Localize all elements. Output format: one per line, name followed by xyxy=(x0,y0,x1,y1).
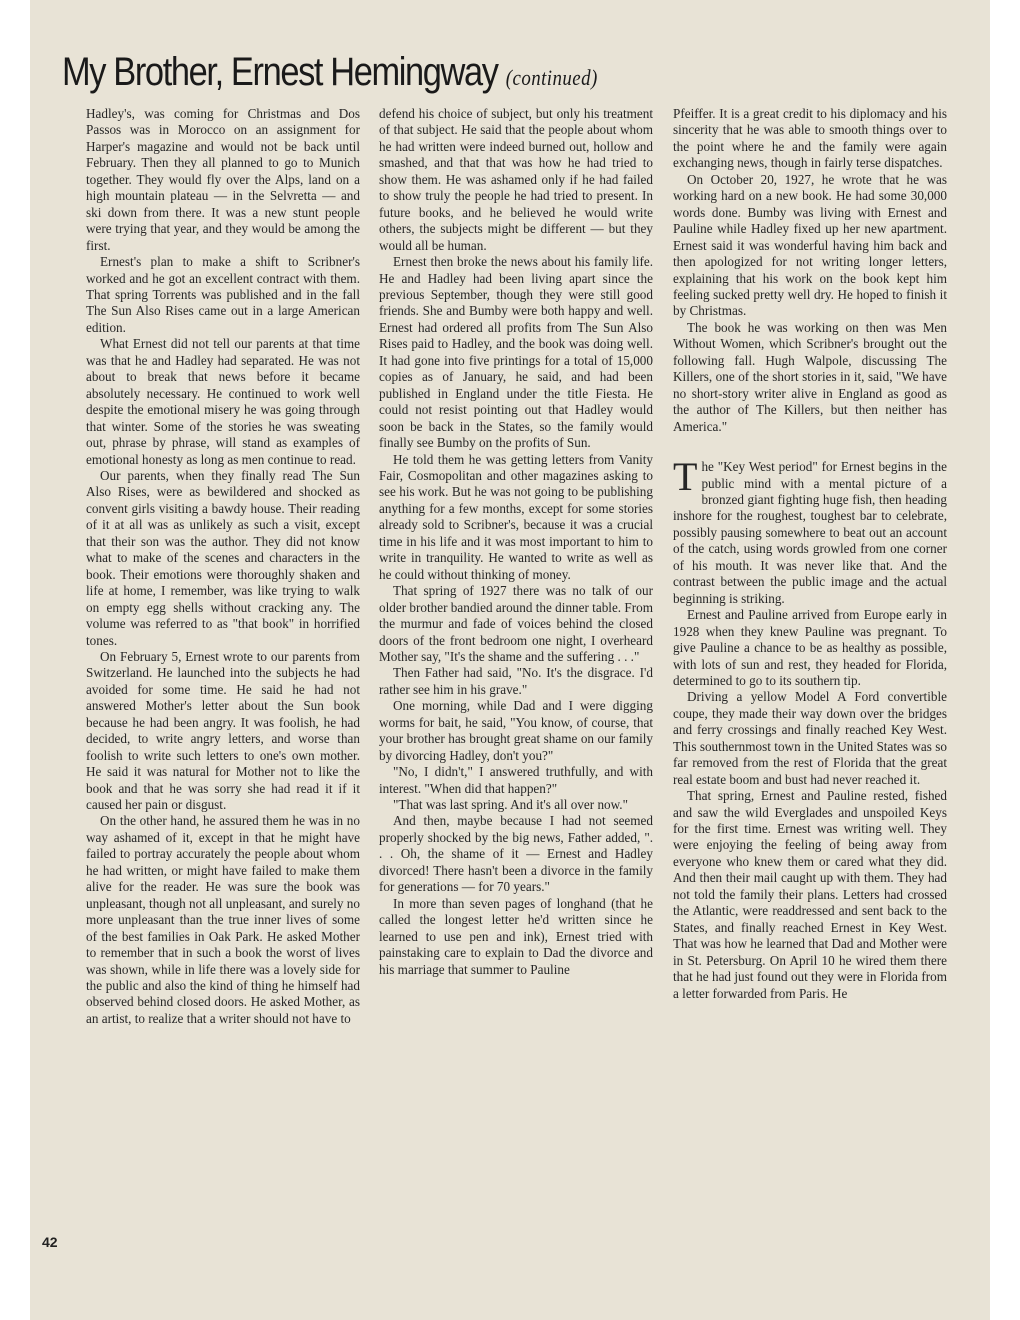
paragraph: The book he was working on then was Men Without Women, which Scribner's brought out the following fall. Hugh Walpole, discussing The Killers, one of the short stories in it, said, "We have no short-story writer alive in England as good as the author of The Killers, but then neither has America." xyxy=(673,319,947,434)
paragraph: Pfeiffer. It is a great credit to his diplomacy and his sincerity that he was able to smooth things over to the point where he and the family were again exchanging news, though in fairly terse dispatches. xyxy=(673,106,947,171)
section-start-paragraph xyxy=(673,454,947,607)
paragraph: "No, I didn't," I answered truthfully, and with interest. "When did that happen?" xyxy=(379,764,653,796)
paragraph: That spring, Ernest and Pauline rested, fished and saw the wild Everglades and unspoiled Keys for the first time. Ernest was writing well. They were enjoying the feeling of being away from everyone who knew them or cared what they did. And then their mail caught up with them. They had not told the family their plans. Letters had crossed the Atlantic, were readdressed and sent back to the States, and finally reached Ernest in Key West. That was how he learned that Dad and Mother were in St. Petersburg. On April 10 he wired them there that he had just found out they were in Florida from a letter forwarded from Paris. He xyxy=(673,788,947,1001)
paragraph: He told them he was getting letters from Vanity Fair, Cosmopolitan and other magazines asking to see his work. But he was not going to be publishing anything for a few months, except for some stories already sold to Scribner's, because it was a crucial time in his life and it was most important to him to write in tranquility. He wanted to write as well as he could without thinking of money. xyxy=(379,451,653,582)
paragraph: defend his choice of subject, but only his treatment of that subject. He said that the people about whom he had written were indeed burned out, hollow and smashed, and that that was how he had tried to show them. He was ashamed only if he had failed to show truly the people he had tried to present. In future books, and he believed he would write others, the subjects might be different — but they would all be human. xyxy=(379,106,653,253)
paragraph: Ernest then broke the news about his family life. He and Hadley had been living apart since the previous September, though they were still good friends. She and Bumby were both happy and well. Ernest had ordered all profits from The Sun Also Rises paid to Hadley, and the book was doing well. It had gone into five printings for a total of 15,000 copies as of January, he said, and had been published in England under the title Fiesta. He could not resist pointing out that Hadley would soon be back in the States, so the family would finally see Bumby on the profits of Sun. xyxy=(379,254,653,451)
page-number: 42 xyxy=(42,1234,58,1250)
paragraph: One morning, while Dad and I were digging worms for bait, he said, "You know, of course, that your brother has brought great shame on our family by divorcing Hadley, don't you?" xyxy=(379,698,653,763)
paragraph: Hadley's, was coming for Christmas and Dos Passos was in Morocco on an assignment for Harper's magazine and would not be back until February. Then they all planned to go to Munich together. They would fly over the Alps, land on a high mountain plateau — in the Selvretta — and ski down from there. It was a new stunt people were trying that year, and they would be among the first. xyxy=(86,106,360,253)
paragraph: On October 20, 1927, he wrote that he was working hard on a new book. He had some 30,000 words done. Bumby was living with Ernest and Pauline while Hadley fixed up her new apartment. Ernest said it was wonderful having him back and then apologized for not writing longer letters, explaining that his work on the book kept him feeling sucked pretty well dry. He hoped to finish it by Christmas. xyxy=(673,171,947,319)
text-column-3 xyxy=(673,106,947,1002)
title-text: My Brother, Ernest Hemingway xyxy=(62,50,498,94)
paragraph: Driving a yellow Model A Ford convertible coupe, they made their way down over the bridges and ferry crossings and finally reached Key West. This southernmost town in the United States was so far removed from the rest of Florida that the great real estate boom and bust had never reached it. xyxy=(673,689,947,787)
article-title xyxy=(62,50,598,95)
paragraph: Ernest's plan to make a shift to Scribner's worked and he got an excellent contract with them. That spring Torrents was published and in the fall The Sun Also Rises came out in a large American edition. xyxy=(86,254,360,335)
paragraph: Our parents, when they finally read The Sun Also Rises, were as bewildered and shocked as convent girls visiting a bawdy house. Their reading of it at all was as unlikely as such a visit, except that their son was the author. They did not know what to make of the scenes and characters in the book. Their emotions were thoroughly shaken and life at home, I remember, was like trying to walk on empty egg shells without cracking any. The volume was referred to as "that book" in horrified tones. xyxy=(86,467,360,648)
paragraph: Ernest and Pauline arrived from Europe early in 1928 when they knew Pauline was pregnant. To give Pauline a chance to be as healthy as possible, with lots of sun and rest, they headed for Florida, determined to go to its southern tip. xyxy=(673,607,947,688)
paragraph: "That was last spring. And it's all over now." xyxy=(393,797,628,813)
paragraph: On the other hand, he assured them he was in no way ashamed of it, except in that he might have failed to portray accurately the people about whom he had written, or might have failed to make them alive for the reader. He was sure the book was unpleasant, though not all unpleasant, and surely no more unpleasant than the true inner lives of some of the best families in Oak Park. He asked Mother to remember that in such a book the worst of lives was shown, while in life there was a lovely side for the public and also the kind of thing he himself had observed behind closed doors. He asked Mother, as an artist, to realize that a writer should not have to xyxy=(86,813,360,1026)
paragraph: In more than seven pages of longhand (that he called the longest letter he'd written since he learned to use pen and ink), Ernest tried with painstaking care to explain to Dad the divorce and his marriage that summer to Pauline xyxy=(379,895,653,977)
paragraph: And then, maybe because I had not seemed properly shocked by the big news, Father added, ". . . Oh, the shame of it — Ernest and Hadley divorced! There hasn't been a divorce in the family for generations — for 70 years." xyxy=(379,813,653,895)
text-column-1 xyxy=(86,106,360,1027)
paragraph: On February 5, Ernest wrote to our parents from Switzerland. He launched into the subjects he had avoided for some time. He said he had not answered Mother's letter about the Sun book because he had been angry. It was foolish, he had decided, to write angry letters, and worse than foolish to write such letters to one's own mother. He said it was natural for Mother not to like the book and that he was sorry she had read it if it caused her pain or disgust. xyxy=(86,648,360,813)
paragraph: That spring of 1927 there was no talk of our older brother bandied around the dinner table. From the murmur and fade of voices behind the closed doors of the front bedroom one night, I overheard Mother say, "It's the shame and the suffering . . ." xyxy=(379,583,653,664)
text-column-2 xyxy=(379,106,653,978)
paragraph-text: he "Key West period" for Ernest begins in the public mind with a mental picture of a bronzed giant fighting huge fish, then heading inshore for the roughest, toughest bar to celebrate, possibly pausing somewhere to beat out an account of the catch, using words growled from one corner of his mouth. It was never like that. And the contrast between the public image and the actual beginning is striking. xyxy=(673,459,947,606)
continued-label: (continued) xyxy=(505,65,598,90)
paragraph: Then Father had said, "No. It's the disgrace. I'd rather see him in his grave." xyxy=(379,665,653,697)
paragraph: What Ernest did not tell our parents at that time was that he and Hadley had separated. He was not about to break that news before it became absolutely necessary. He continued to work well despite the emotional misery he was going through that winter. Some of the stories he was sweating out, phrase by phrase, will stand as examples of emotional honesty as long as men continue to read. xyxy=(86,336,360,467)
drop-cap: T xyxy=(673,454,698,500)
